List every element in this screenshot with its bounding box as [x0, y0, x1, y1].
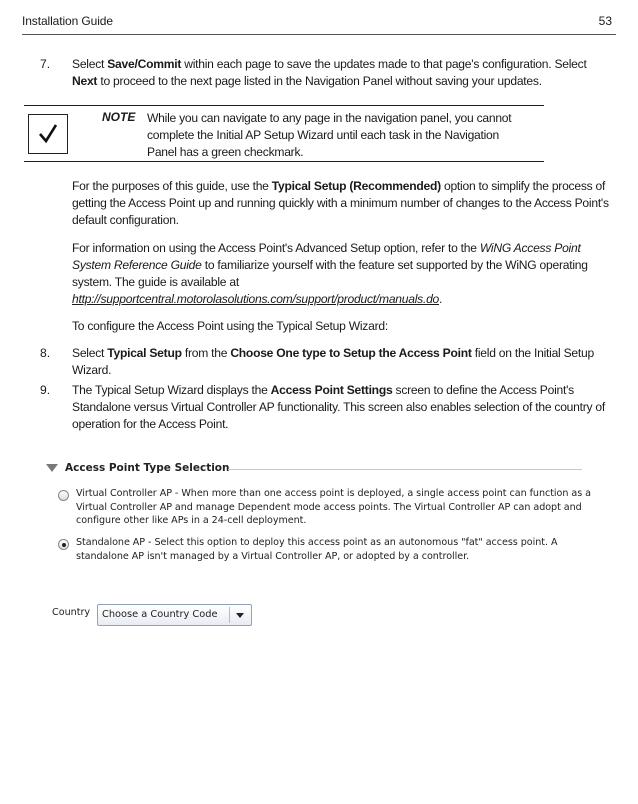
header-rule — [22, 34, 616, 35]
country-select-value: Choose a Country Code — [102, 609, 218, 620]
checkmark-icon — [37, 122, 59, 144]
step-7-number: 7. — [40, 57, 51, 71]
paragraph-typical-setup: For the purposes of this guide, use the Typical Setup (Recommended) option to simplify the process of getting the Access Point up and running quickly with a minimum number of changes to the Access Point's default configuration. — [72, 179, 609, 227]
page-number: 53 — [598, 14, 612, 28]
step-8-number: 8. — [40, 346, 51, 360]
step-9-text: The Typical Setup Wizard displays the Access Point Settings screen to define the Access Point's Standalone versus Virtual Controller AP functionality. This screen also enables selection of the country of operation for the Access Point. — [72, 383, 606, 431]
note-top-rule — [24, 105, 544, 106]
select-separator — [229, 607, 230, 623]
section-title: Access Point Type Selection — [65, 462, 230, 474]
standalone-description: Standalone AP - Select this option to deploy this access point as an autonomous "fat" access point. A standalone AP isn't managed by a Virtual Controller AP, or adopted by a controller. — [76, 537, 558, 562]
note-text: While you can navigate to any page in the navigation panel, you cannot complete the Initial AP Setup Wizard until each task in the Navigation Panel has a green checkmark. — [147, 111, 512, 159]
note-bottom-rule — [24, 161, 544, 162]
paragraph-advanced-setup: For information on using the Access Point's Advanced Setup option, refer to the WiNG Access Point System Reference Guide to familiarize yourself with the feature set supported by the WiNG operating system. The guide is available at http://supportcentral.motorolasolutions.com/support/product/manuals.do. — [72, 241, 588, 306]
country-label: Country — [52, 607, 91, 618]
virtual-controller-radio[interactable] — [58, 490, 69, 501]
collapse-section-icon[interactable] — [44, 461, 60, 475]
running-header-title: Installation Guide — [22, 14, 113, 28]
chevron-down-icon[interactable] — [236, 613, 244, 618]
section-divider — [228, 469, 582, 470]
note-label: NOTE — [102, 110, 136, 124]
step-8-text: Select Typical Setup from the Choose One type to Setup the Access Point field on the Initial Setup Wizard. — [72, 346, 594, 377]
standalone-radio[interactable] — [58, 539, 69, 550]
step-7-text: Select Save/Commit within each page to save the updates made to that page's configuration. Select Next to proceed to the next page listed in the Navigation Panel without saving your updates. — [72, 57, 587, 88]
manuals-link[interactable]: http://supportcentral.motorolasolutions.com/support/product/manuals.do — [72, 292, 440, 306]
note-box — [28, 114, 68, 154]
step-9-number: 9. — [40, 383, 51, 397]
virtual-controller-description: Virtual Controller AP - When more than one access point is deployed, a single access point can function as a Virtual Controller AP and manage Dependent mode access points. The Virtual Controller AP can adopt and configure other like APs in a 24-cell deployment. — [76, 488, 591, 527]
paragraph-configure-intro: To configure the Access Point using the Typical Setup Wizard: — [72, 319, 388, 333]
country-select[interactable] — [97, 604, 252, 626]
